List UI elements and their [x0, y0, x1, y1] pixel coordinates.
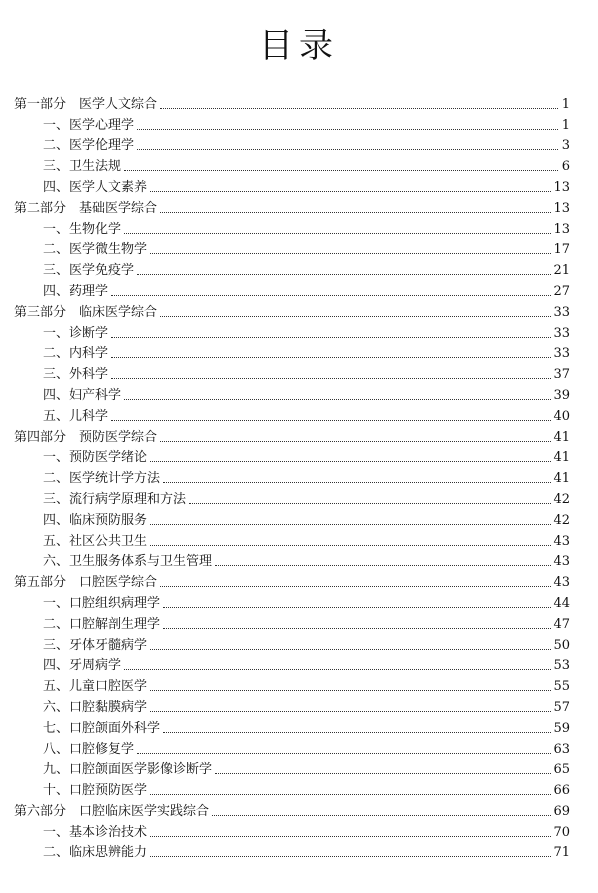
toc-entry-page-number: 50	[553, 637, 570, 653]
toc-chapter-entry[interactable]	[14, 591, 570, 612]
toc-entry-label: 三、医学免疫学	[43, 263, 135, 279]
dot-leader	[111, 420, 551, 421]
toc-chapter-entry[interactable]	[14, 446, 570, 467]
toc-entry-page-number: 43	[553, 575, 570, 591]
toc-entry-label: 一、口腔组织病理学	[43, 595, 161, 611]
toc-chapter-entry[interactable]	[14, 383, 570, 404]
toc-chapter-entry[interactable]	[14, 758, 570, 779]
dot-leader	[124, 170, 558, 171]
toc-part-entry[interactable]	[14, 799, 570, 820]
toc-entry-label: 二、医学伦理学	[43, 138, 135, 154]
toc-entry-page-number: 33	[553, 346, 570, 362]
dot-leader	[111, 337, 551, 338]
toc-chapter-entry[interactable]	[14, 674, 570, 695]
toc-entry-page-number: 44	[553, 595, 570, 611]
table-of-contents	[14, 92, 570, 861]
toc-entry-label: 五、儿童口腔医学	[43, 679, 148, 695]
dot-leader	[150, 836, 551, 837]
dot-leader	[160, 441, 551, 442]
toc-entry-page-number: 13	[553, 200, 570, 216]
toc-chapter-entry[interactable]	[14, 778, 570, 799]
toc-entry-label: 三、流行病学原理和方法	[43, 491, 187, 507]
dot-leader	[150, 524, 551, 525]
toc-chapter-entry[interactable]	[14, 238, 570, 259]
dot-leader	[111, 357, 551, 358]
toc-chapter-entry[interactable]	[14, 258, 570, 279]
toc-entry-label: 四、药理学	[43, 283, 109, 299]
toc-part-entry[interactable]	[14, 570, 570, 591]
toc-entry-page-number: 47	[553, 616, 570, 632]
toc-entry-page-number: 63	[553, 741, 570, 757]
toc-entry-label: 第四部分 预防医学综合	[14, 429, 158, 445]
toc-chapter-entry[interactable]	[14, 508, 570, 529]
toc-chapter-entry[interactable]	[14, 550, 570, 571]
toc-entry-page-number: 6	[561, 159, 570, 175]
toc-entry-page-number: 37	[553, 367, 570, 383]
toc-entry-label: 五、社区公共卫生	[43, 533, 148, 549]
dot-leader	[137, 274, 551, 275]
toc-part-entry[interactable]	[14, 300, 570, 321]
toc-entry-page-number: 33	[553, 304, 570, 320]
toc-chapter-entry[interactable]	[14, 175, 570, 196]
dot-leader	[137, 129, 558, 130]
dot-leader	[111, 295, 551, 296]
toc-entry-page-number: 41	[553, 450, 570, 466]
toc-entry-label: 四、医学人文素养	[43, 179, 148, 195]
toc-part-entry[interactable]	[14, 92, 570, 113]
toc-entry-page-number: 59	[553, 720, 570, 736]
toc-chapter-entry[interactable]	[14, 841, 570, 862]
toc-entry-label: 一、诊断学	[43, 325, 109, 341]
toc-entry-label: 二、临床思辨能力	[43, 845, 148, 861]
toc-entry-page-number: 42	[553, 512, 570, 528]
toc-entry-page-number: 41	[553, 429, 570, 445]
dot-leader	[150, 253, 551, 254]
dot-leader	[160, 212, 551, 213]
toc-part-entry[interactable]	[14, 425, 570, 446]
toc-part-entry[interactable]	[14, 196, 570, 217]
toc-entry-label: 四、妇产科学	[43, 387, 122, 403]
toc-entry-label: 七、口腔颌面外科学	[43, 720, 161, 736]
toc-entry-page-number: 39	[553, 387, 570, 403]
toc-entry-label: 二、口腔解剖生理学	[43, 616, 161, 632]
dot-leader	[124, 399, 551, 400]
toc-entry-label: 一、生物化学	[43, 221, 122, 237]
toc-entry-page-number: 69	[553, 803, 570, 819]
toc-entry-label: 第六部分 口腔临床医学实践综合	[14, 803, 210, 819]
toc-entry-page-number: 3	[561, 138, 570, 154]
toc-entry-page-number: 41	[553, 471, 570, 487]
toc-chapter-entry[interactable]	[14, 404, 570, 425]
toc-entry-label: 六、卫生服务体系与卫生管理	[43, 554, 213, 570]
dot-leader	[124, 669, 551, 670]
toc-chapter-entry[interactable]	[14, 217, 570, 238]
toc-entry-page-number: 1	[561, 96, 570, 112]
dot-leader	[150, 711, 551, 712]
dot-leader	[150, 690, 551, 691]
toc-chapter-entry[interactable]	[14, 113, 570, 134]
dot-leader	[150, 461, 551, 462]
toc-entry-page-number: 65	[553, 762, 570, 778]
dot-leader	[215, 773, 551, 774]
toc-entry-label: 二、医学微生物学	[43, 242, 148, 258]
toc-entry-page-number: 43	[553, 533, 570, 549]
dot-leader	[212, 815, 551, 816]
toc-chapter-entry[interactable]	[14, 279, 570, 300]
toc-entry-page-number: 33	[553, 325, 570, 341]
toc-chapter-entry[interactable]	[14, 466, 570, 487]
dot-leader	[150, 856, 551, 857]
toc-chapter-entry[interactable]	[14, 362, 570, 383]
toc-entry-label: 四、临床预防服务	[43, 512, 148, 528]
toc-entry-page-number: 17	[553, 242, 570, 258]
toc-entry-page-number: 1	[561, 117, 570, 133]
toc-chapter-entry[interactable]	[14, 737, 570, 758]
toc-entry-label: 十、口腔预防医学	[43, 783, 148, 799]
toc-entry-page-number: 13	[553, 179, 570, 195]
dot-leader	[137, 753, 551, 754]
toc-chapter-entry[interactable]	[14, 654, 570, 675]
toc-chapter-entry[interactable]	[14, 154, 570, 175]
dot-leader	[150, 545, 551, 546]
dot-leader	[111, 378, 551, 379]
toc-entry-page-number: 70	[553, 824, 570, 840]
toc-entry-label: 九、口腔颌面医学影像诊断学	[43, 762, 213, 778]
toc-entry-page-number: 21	[553, 263, 570, 279]
toc-entry-label: 第五部分 口腔医学综合	[14, 575, 158, 591]
toc-entry-label: 一、预防医学绪论	[43, 450, 148, 466]
toc-entry-page-number: 43	[553, 554, 570, 570]
toc-entry-page-number: 27	[553, 283, 570, 299]
dot-leader	[163, 628, 551, 629]
toc-entry-page-number: 40	[553, 408, 570, 424]
toc-chapter-entry[interactable]	[14, 820, 570, 841]
dot-leader	[160, 316, 551, 317]
toc-chapter-entry[interactable]	[14, 342, 570, 363]
toc-entry-label: 二、内科学	[43, 346, 109, 362]
dot-leader	[189, 503, 551, 504]
toc-chapter-entry[interactable]	[14, 321, 570, 342]
toc-entry-label: 第二部分 基础医学综合	[14, 200, 158, 216]
toc-chapter-entry[interactable]	[14, 716, 570, 737]
dot-leader	[124, 233, 551, 234]
dot-leader	[150, 794, 551, 795]
toc-entry-label: 八、口腔修复学	[43, 741, 135, 757]
toc-entry-page-number: 71	[553, 845, 570, 861]
toc-entry-label: 第三部分 临床医学综合	[14, 304, 158, 320]
toc-chapter-entry[interactable]	[14, 487, 570, 508]
toc-entry-label: 第一部分 医学人文综合	[14, 96, 158, 112]
dot-leader	[160, 586, 551, 587]
dot-leader	[137, 149, 558, 150]
toc-entry-label: 六、口腔黏膜病学	[43, 699, 148, 715]
dot-leader	[163, 732, 551, 733]
toc-chapter-entry[interactable]	[14, 633, 570, 654]
toc-chapter-entry[interactable]	[14, 134, 570, 155]
toc-entry-label: 三、牙体牙髓病学	[43, 637, 148, 653]
toc-entry-label: 二、医学统计学方法	[43, 471, 161, 487]
toc-entry-page-number: 13	[553, 221, 570, 237]
toc-entry-label: 三、卫生法规	[43, 159, 122, 175]
toc-entry-page-number: 55	[553, 679, 570, 695]
toc-chapter-entry[interactable]	[14, 529, 570, 550]
dot-leader	[150, 649, 551, 650]
toc-chapter-entry[interactable]	[14, 612, 570, 633]
dot-leader	[215, 565, 551, 566]
toc-entry-page-number: 53	[553, 658, 570, 674]
toc-entry-page-number: 57	[553, 699, 570, 715]
dot-leader	[160, 108, 558, 109]
dot-leader	[150, 191, 551, 192]
page-title: 目录	[259, 26, 339, 66]
dot-leader	[163, 482, 551, 483]
dot-leader	[163, 607, 551, 608]
toc-entry-page-number: 66	[553, 783, 570, 799]
toc-entry-page-number: 42	[553, 491, 570, 507]
toc-entry-label: 一、基本诊治技术	[43, 824, 148, 840]
toc-entry-label: 一、医学心理学	[43, 117, 135, 133]
toc-chapter-entry[interactable]	[14, 695, 570, 716]
toc-entry-label: 三、外科学	[43, 367, 109, 383]
toc-entry-label: 五、儿科学	[43, 408, 109, 424]
toc-entry-label: 四、牙周病学	[43, 658, 122, 674]
